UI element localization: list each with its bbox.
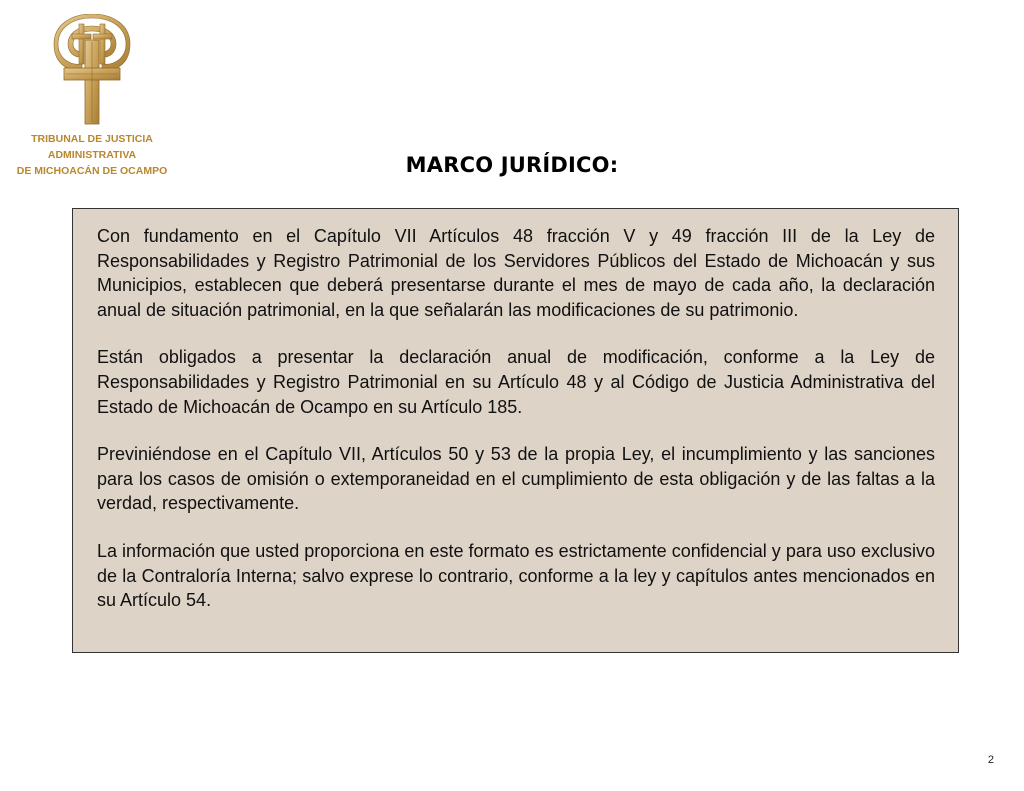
institution-line-1: TRIBUNAL DE JUSTICIA — [31, 133, 153, 145]
page-title: MARCO JURÍDICO: — [405, 153, 619, 177]
cross-emblem-logo — [52, 14, 132, 126]
institution-line-2: ADMINISTRATIVA — [47, 149, 137, 161]
institution-line-3: DE MICHOACÁN DE OCAMPO — [16, 165, 168, 177]
paragraph-legal-basis: Con fundamento en el Capítulo VII Artículos 48 fracción V y 49 fracción III de la Ley de Responsabilidades y Registro Patrimonial de los Servidores Públicos del Estado de Michoacán y sus Municipios, establecen que deberá presentarse durante el mes de mayo de cada año, la declaración anual de situación patrimonial, en la que señalarán las modificaciones de su patrimonio. — [97, 226, 935, 320]
paragraph-obligated-parties: Están obligados a presentar la declaración anual de modificación, conforme a la Ley de Responsabilidades y Registro Patrimonial en su Artículo 48 y al Código de Justicia Administrativa del Estado de Michoacán de Ocampo en su Artículo 185. — [97, 347, 935, 417]
page-number: 2 — [987, 754, 994, 766]
cross-emblem-icon — [52, 14, 132, 126]
legal-framework-box — [72, 208, 959, 653]
paragraph-confidentiality: La información que usted proporciona en este formato es estrictamente confidencial y para uso exclusivo de la Contraloría Interna; salvo exprese lo contrario, conforme a la ley y capítulos antes mencionados en su Artículo 54. — [97, 540, 935, 611]
paragraph-sanctions: Previniéndose en el Capítulo VII, Artículos 50 y 53 de la propia Ley, el incumplimiento y las sanciones para los casos de omisión o extemporaneidad en el cumplimiento de esta obligación y de las faltas a la verdad, respectivamente. — [97, 444, 935, 514]
